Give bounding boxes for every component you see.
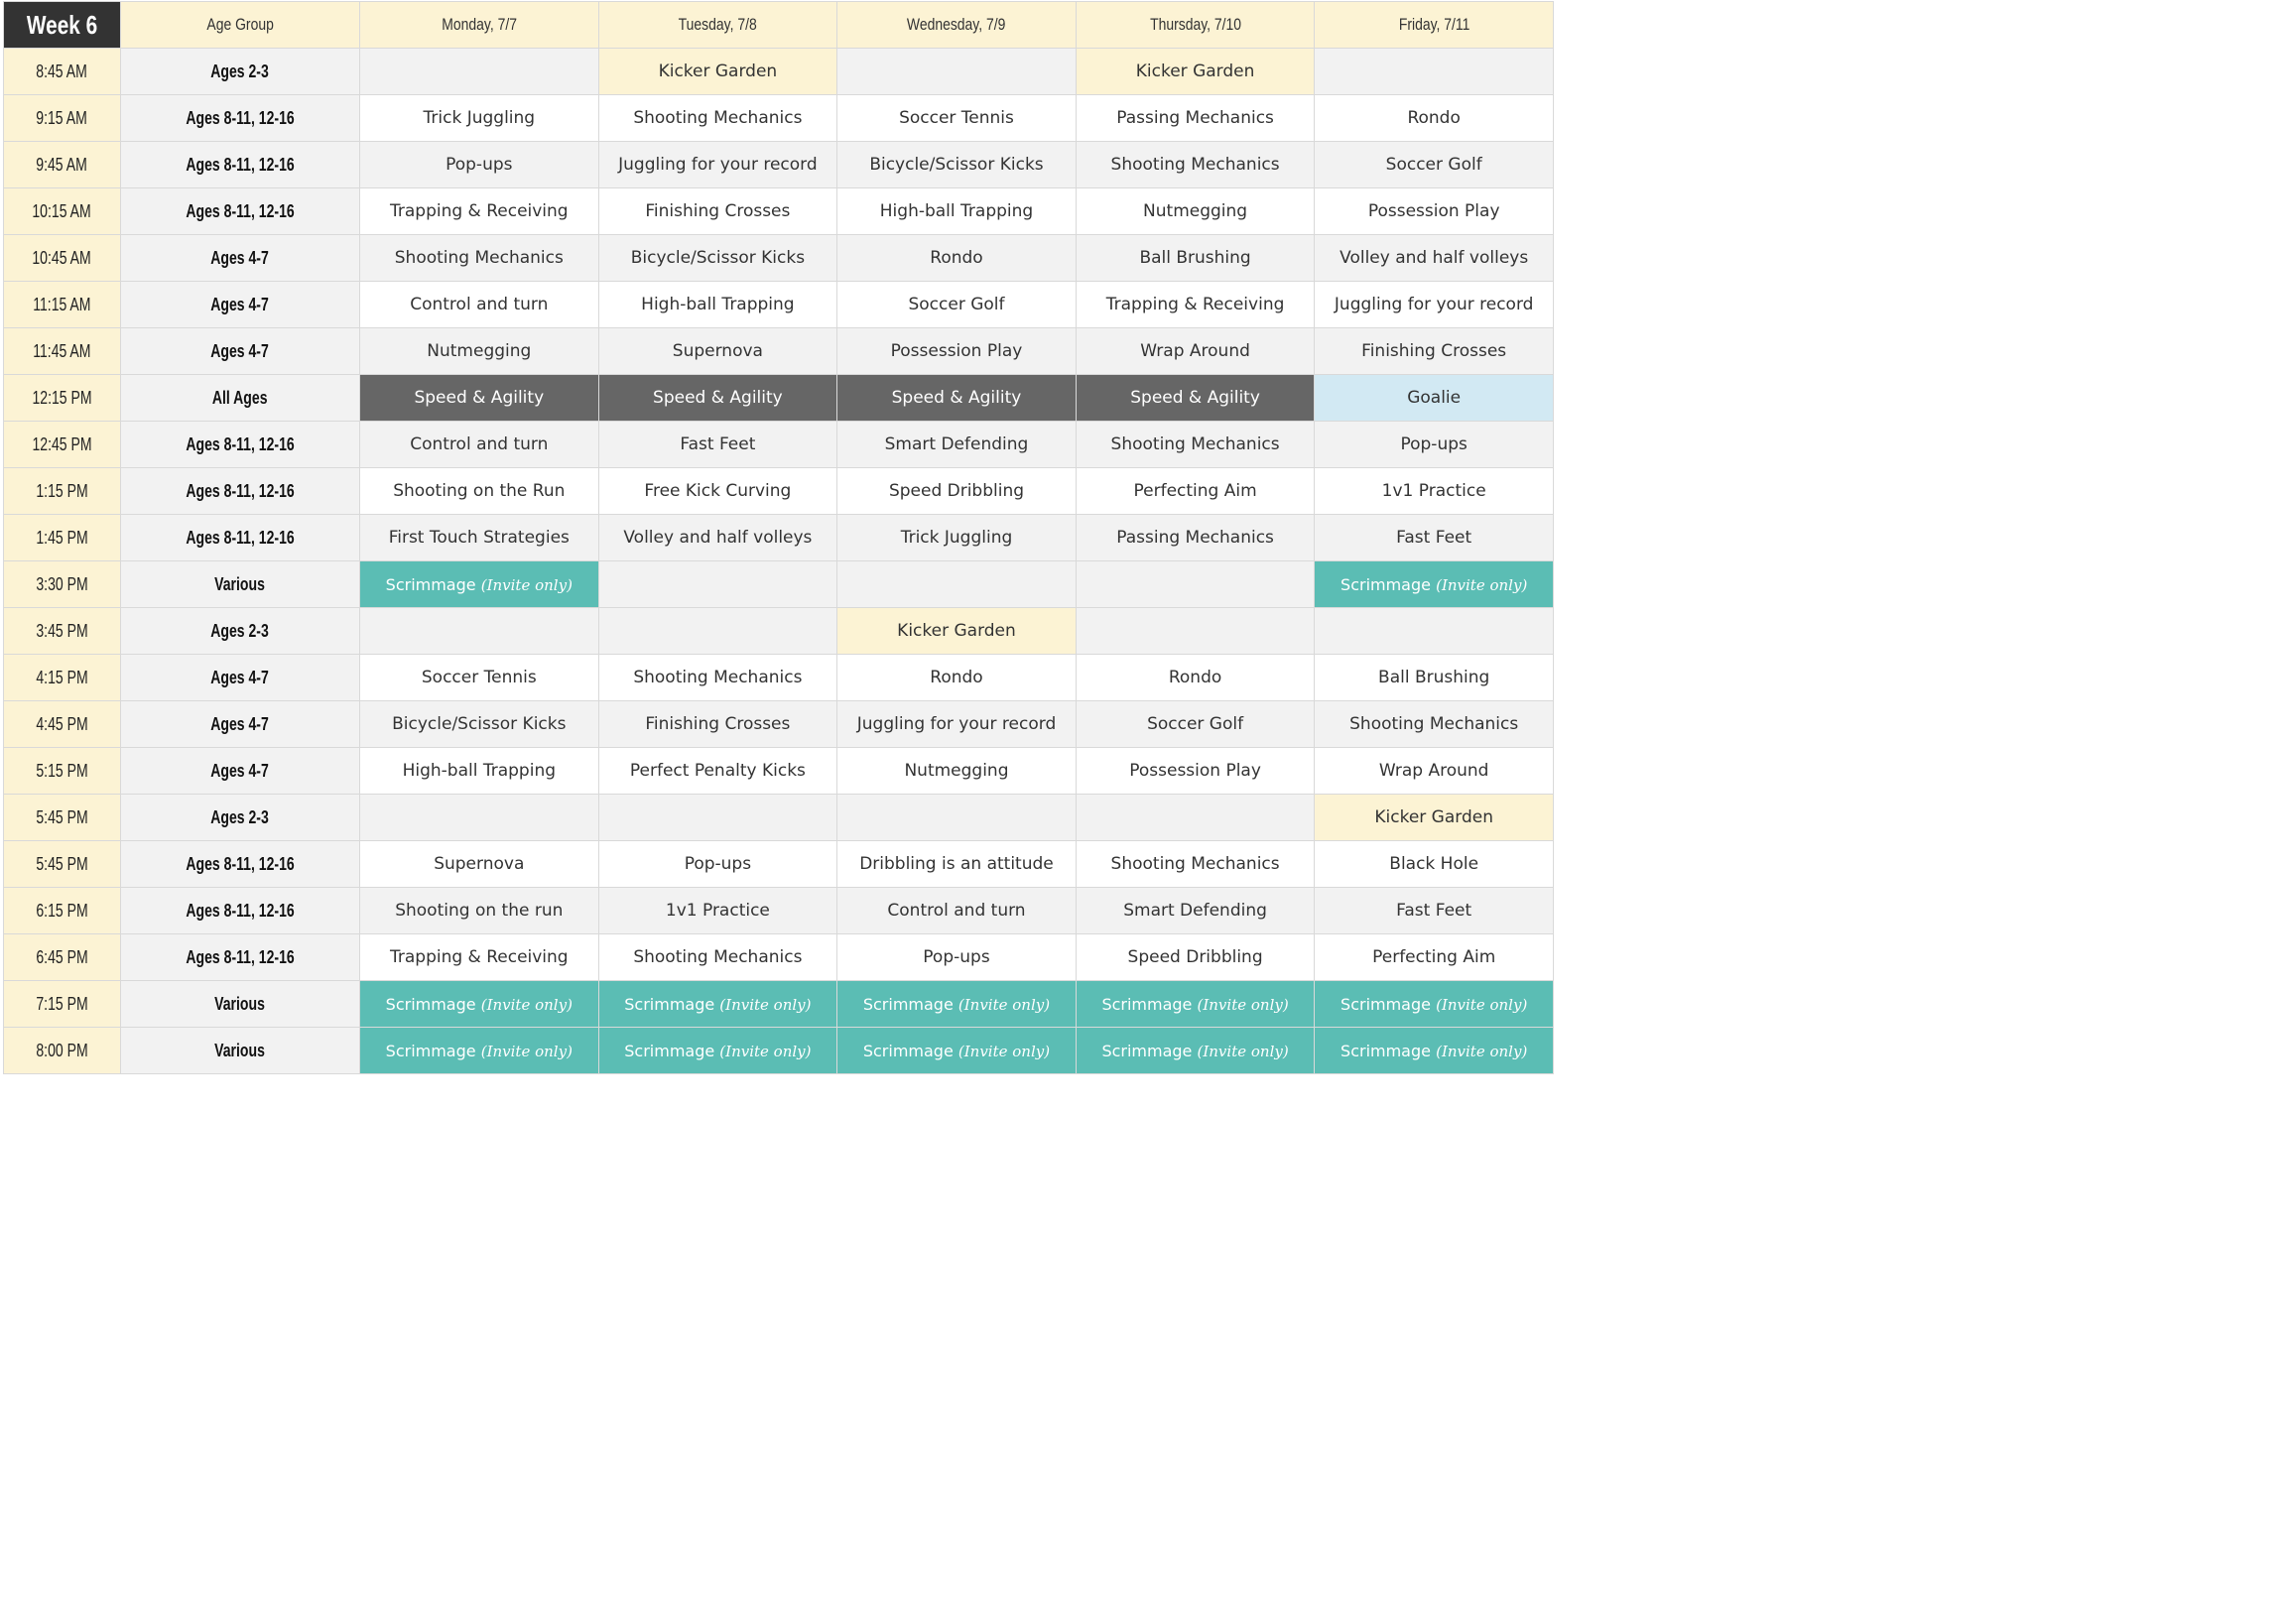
empty-cell [598,561,837,608]
time-cell: 6:45 PM [4,934,121,981]
activity-cell: Passing Mechanics [1076,95,1315,142]
scrimmage-cell [360,981,599,1028]
time-cell: 3:45 PM [4,608,121,655]
activity-cell: Volley and half volleys [1315,235,1554,282]
invite-only-note: ( Invite only ) [719,996,811,1014]
schedule-row [4,561,1554,608]
activity-cell: Kicker Garden [1315,795,1554,841]
activity-cell: Soccer Golf [837,282,1077,328]
time-cell: 10:15 AM [4,188,121,235]
activity-cell: Trapping & Receiving [360,934,599,981]
schedule-row [4,655,1554,701]
activity-cell: Shooting Mechanics [1076,841,1315,888]
activity-cell: Perfecting Aim [1076,468,1315,515]
invite-only-note: ( Invite only ) [958,996,1050,1014]
schedule-table [3,1,1554,1074]
activity-cell: Shooting Mechanics [360,235,599,282]
week-label: Week 6 [4,2,121,49]
activity-cell: Bicycle/Scissor Kicks [837,142,1077,188]
activity-cell: Trick Juggling [837,515,1077,561]
time-cell: 8:45 AM [4,49,121,95]
schedule-row [4,934,1554,981]
empty-cell [360,795,599,841]
time-cell: 8:00 PM [4,1028,121,1074]
time-cell: 5:45 PM [4,841,121,888]
age-group-header: Age Group [121,2,360,49]
activity-cell: Fast Feet [1315,515,1554,561]
activity-cell: Ball Brushing [1076,235,1315,282]
invite-only-note: ( Invite only ) [958,1043,1050,1060]
activity-cell: Soccer Golf [1315,142,1554,188]
age-group-cell: Ages 8-11, 12-16 [121,515,360,561]
scrimmage-cell [360,561,599,608]
schedule-row [4,95,1554,142]
activity-cell: Pop-ups [360,142,599,188]
empty-cell [837,49,1077,95]
age-group-cell: Various [121,1028,360,1074]
schedule-row [4,422,1554,468]
age-group-cell: Ages 2-3 [121,49,360,95]
invite-only-note: ( Invite only ) [481,996,573,1014]
activity-cell: Rondo [1076,655,1315,701]
activity-cell: Black Hole [1315,841,1554,888]
activity-cell: Wrap Around [1076,328,1315,375]
empty-cell [1076,795,1315,841]
activity-cell: Perfecting Aim [1315,934,1554,981]
time-cell: 9:15 AM [4,95,121,142]
activity-cell: Goalie [1315,375,1554,422]
invite-only-note: ( Invite only ) [1436,1043,1527,1060]
schedule-row [4,375,1554,422]
scrimmage-cell [360,1028,599,1074]
activity-cell: Pop-ups [1315,422,1554,468]
scrimmage-cell [1315,981,1554,1028]
day-header-monday: Monday, 7/7 [360,2,599,49]
activity-cell: Rondo [837,655,1077,701]
activity-cell: Shooting Mechanics [1076,422,1315,468]
age-group-cell: Ages 8-11, 12-16 [121,95,360,142]
schedule-row [4,888,1554,934]
scrimmage-cell [1315,561,1554,608]
invite-only-note: ( Invite only ) [719,1043,811,1060]
age-group-cell: Various [121,561,360,608]
activity-cell: Supernova [360,841,599,888]
age-group-cell: Ages 4-7 [121,748,360,795]
scrimmage-label: Scrimmage [385,574,476,594]
activity-cell: Speed & Agility [598,375,837,422]
activity-cell: Dribbling is an attitude [837,841,1077,888]
scrimmage-label: Scrimmage [862,1041,954,1060]
age-group-cell: Ages 8-11, 12-16 [121,142,360,188]
activity-cell: Shooting Mechanics [1076,142,1315,188]
activity-cell: Pop-ups [598,841,837,888]
activity-cell: Fast Feet [598,422,837,468]
activity-cell: Speed & Agility [360,375,599,422]
activity-cell: Speed & Agility [837,375,1077,422]
activity-cell: Juggling for your record [1315,282,1554,328]
empty-cell [1315,608,1554,655]
scrimmage-label: Scrimmage [862,994,954,1014]
activity-cell: High-ball Trapping [837,188,1077,235]
time-cell: 1:15 PM [4,468,121,515]
activity-cell: Smart Defending [837,422,1077,468]
activity-cell: Soccer Tennis [360,655,599,701]
schedule-row [4,981,1554,1028]
activity-cell: Nutmegging [837,748,1077,795]
schedule-row [4,468,1554,515]
age-group-cell: Ages 4-7 [121,701,360,748]
day-header-friday: Friday, 7/11 [1315,2,1554,49]
age-group-cell: Ages 2-3 [121,795,360,841]
scrimmage-label: Scrimmage [1340,1041,1431,1060]
day-header-thursday: Thursday, 7/10 [1076,2,1315,49]
invite-only-note: ( Invite only ) [1436,996,1527,1014]
scrimmage-label: Scrimmage [624,994,715,1014]
activity-cell: Possession Play [1315,188,1554,235]
activity-cell: Fast Feet [1315,888,1554,934]
age-group-cell: Various [121,981,360,1028]
age-group-cell: Ages 4-7 [121,655,360,701]
day-header-tuesday: Tuesday, 7/8 [598,2,837,49]
scrimmage-label: Scrimmage [1101,994,1193,1014]
age-group-cell: Ages 4-7 [121,282,360,328]
activity-cell: Rondo [837,235,1077,282]
scrimmage-label: Scrimmage [1101,1041,1193,1060]
activity-cell: Finishing Crosses [1315,328,1554,375]
age-group-cell: Ages 4-7 [121,235,360,282]
time-cell: 11:45 AM [4,328,121,375]
schedule-row [4,328,1554,375]
age-group-cell: Ages 8-11, 12-16 [121,841,360,888]
activity-cell: Rondo [1315,95,1554,142]
schedule-row [4,748,1554,795]
time-cell: 5:15 PM [4,748,121,795]
header-row [4,2,1554,49]
activity-cell: Juggling for your record [598,142,837,188]
scrimmage-cell [1076,981,1315,1028]
activity-cell: Kicker Garden [837,608,1077,655]
activity-cell: Soccer Tennis [837,95,1077,142]
schedule-row [4,515,1554,561]
activity-cell: Supernova [598,328,837,375]
invite-only-note: ( Invite only ) [1197,1043,1288,1060]
age-group-cell: Ages 8-11, 12-16 [121,422,360,468]
schedule-row [4,49,1554,95]
schedule-body [4,49,1554,1074]
activity-cell: Speed Dribbling [837,468,1077,515]
activity-cell: Shooting on the run [360,888,599,934]
schedule-row [4,841,1554,888]
time-cell: 9:45 AM [4,142,121,188]
activity-cell: Speed & Agility [1076,375,1315,422]
time-cell: 1:45 PM [4,515,121,561]
invite-only-note: ( Invite only ) [481,1043,573,1060]
age-group-cell: Ages 8-11, 12-16 [121,934,360,981]
day-header-wednesday: Wednesday, 7/9 [837,2,1077,49]
scrimmage-label: Scrimmage [624,1041,715,1060]
activity-cell: Soccer Golf [1076,701,1315,748]
schedule-row [4,188,1554,235]
invite-only-note: ( Invite only ) [1197,996,1288,1014]
time-cell: 10:45 AM [4,235,121,282]
scrimmage-label: Scrimmage [1340,574,1431,594]
empty-cell [360,49,599,95]
activity-cell: Perfect Penalty Kicks [598,748,837,795]
activity-cell: Trapping & Receiving [1076,282,1315,328]
empty-cell [837,795,1077,841]
schedule-row [4,235,1554,282]
activity-cell: High-ball Trapping [360,748,599,795]
activity-cell: Control and turn [360,422,599,468]
activity-cell: Shooting Mechanics [598,934,837,981]
schedule-row [4,1028,1554,1074]
activity-cell: Pop-ups [837,934,1077,981]
activity-cell: Shooting Mechanics [598,95,837,142]
scrimmage-cell [837,1028,1077,1074]
activity-cell: Nutmegging [1076,188,1315,235]
scrimmage-cell [1076,1028,1315,1074]
age-group-cell: Ages 8-11, 12-16 [121,468,360,515]
time-cell: 5:45 PM [4,795,121,841]
activity-cell: Bicycle/Scissor Kicks [360,701,599,748]
schedule-row [4,608,1554,655]
empty-cell [1315,49,1554,95]
activity-cell: First Touch Strategies [360,515,599,561]
activity-cell: Volley and half volleys [598,515,837,561]
time-cell: 4:15 PM [4,655,121,701]
activity-cell: Free Kick Curving [598,468,837,515]
empty-cell [837,561,1077,608]
invite-only-note: ( Invite only ) [1436,576,1527,594]
activity-cell: 1v1 Practice [598,888,837,934]
activity-cell: Finishing Crosses [598,701,837,748]
age-group-cell: Ages 8-11, 12-16 [121,888,360,934]
time-cell: 3:30 PM [4,561,121,608]
invite-only-note: ( Invite only ) [481,576,573,594]
activity-cell: Trick Juggling [360,95,599,142]
activity-cell: Kicker Garden [598,49,837,95]
activity-cell: Bicycle/Scissor Kicks [598,235,837,282]
age-group-cell: Ages 8-11, 12-16 [121,188,360,235]
schedule-row [4,142,1554,188]
activity-cell: Shooting on the Run [360,468,599,515]
empty-cell [1076,561,1315,608]
time-cell: 12:15 PM [4,375,121,422]
time-cell: 11:15 AM [4,282,121,328]
activity-cell: Possession Play [1076,748,1315,795]
activity-cell: Kicker Garden [1076,49,1315,95]
scrimmage-cell [837,981,1077,1028]
schedule-row [4,701,1554,748]
schedule-row [4,795,1554,841]
time-cell: 7:15 PM [4,981,121,1028]
activity-cell: Control and turn [360,282,599,328]
empty-cell [1076,608,1315,655]
age-group-cell: Ages 2-3 [121,608,360,655]
scrimmage-cell [1315,1028,1554,1074]
activity-cell: Shooting Mechanics [1315,701,1554,748]
activity-cell: Passing Mechanics [1076,515,1315,561]
scrimmage-label: Scrimmage [1340,994,1431,1014]
activity-cell: Possession Play [837,328,1077,375]
activity-cell: Wrap Around [1315,748,1554,795]
time-cell: 4:45 PM [4,701,121,748]
activity-cell: Shooting Mechanics [598,655,837,701]
empty-cell [360,608,599,655]
activity-cell: Nutmegging [360,328,599,375]
activity-cell: 1v1 Practice [1315,468,1554,515]
empty-cell [598,795,837,841]
time-cell: 6:15 PM [4,888,121,934]
scrimmage-label: Scrimmage [385,1041,476,1060]
scrimmage-cell [598,981,837,1028]
activity-cell: High-ball Trapping [598,282,837,328]
activity-cell: Ball Brushing [1315,655,1554,701]
activity-cell: Control and turn [837,888,1077,934]
activity-cell: Finishing Crosses [598,188,837,235]
schedule-row [4,282,1554,328]
age-group-cell: All Ages [121,375,360,422]
empty-cell [598,608,837,655]
activity-cell: Trapping & Receiving [360,188,599,235]
scrimmage-label: Scrimmage [385,994,476,1014]
activity-cell: Juggling for your record [837,701,1077,748]
activity-cell: Speed Dribbling [1076,934,1315,981]
scrimmage-cell [598,1028,837,1074]
activity-cell: Smart Defending [1076,888,1315,934]
time-cell: 12:45 PM [4,422,121,468]
age-group-cell: Ages 4-7 [121,328,360,375]
